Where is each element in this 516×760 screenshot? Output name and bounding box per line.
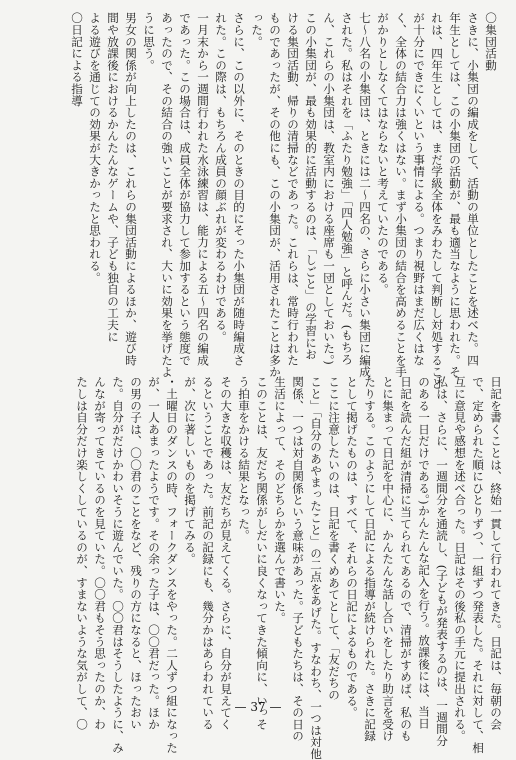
text-line: 間や放課後におけるかんたんなゲームや、子ども独自の工夫に	[106, 12, 120, 343]
text-line: 私は、さらに、一週間分を通読し、(子どもが発表するのは、一週間分	[435, 376, 449, 747]
text-line: さきに、小集団の編成をして、活動の単位としたことを述べた。四	[466, 12, 480, 366]
text-line: あったので、その結合の強いことが要求され、大いに効果を挙げたよ	[160, 12, 174, 378]
text-line: であった。この場合は、成員全体が協力して参加するという態度で	[178, 12, 192, 366]
text-line: ・土曜日のダンスの時、フォークダンスをやった。二人ずつ組になった	[165, 376, 179, 754]
text-line: ものであったが、その他にも、この小集団が、活用されたことは多か	[268, 12, 282, 378]
text-line: れた。この際は、もちろん成員の顔ぶれが変わるわけである。	[214, 12, 228, 343]
text-line: の男の子は、〇〇君のことをなど、残りの方になると、ほったおい	[129, 376, 143, 730]
text-line: れは、四年生としては、まだ学級全体をみわたして判断し対処すること	[430, 12, 444, 390]
text-line: がかりとしなくてはならないと考えていたのである。	[376, 12, 390, 296]
text-line: のある一日だけである。)かんたんな記入を行う。放課後には、当日	[417, 376, 431, 729]
text-line: 一月末から一週間行われた水泳練習は、能力による五～四名の編成	[196, 12, 210, 366]
text-line: るということであった。前記の記録にも、幾分かはあらわれている	[201, 376, 215, 730]
text-line: 関係、一つは対自関係という意味があった。子どもたちは、その日の	[291, 376, 305, 742]
text-line: ん、これらの小集団は、教室内における座席も一団としておいた。)	[322, 12, 336, 365]
text-line: たしは自分だけ楽しくしているのが、すまないような気がして、〇	[75, 376, 89, 730]
text-line: された。私はそれを「ふたり勉強」「四人勉強」と呼んだ。(もちろ	[340, 12, 354, 365]
text-line: が十分にできにくいという事情による。つまり視野はまだ広くはな	[412, 12, 426, 366]
page-number: — 37 —	[234, 700, 282, 714]
text-line: こと」「自分のあやまったこと」の二点をあげた。すなわち、一つは対他	[309, 376, 323, 760]
text-line: よる遊びを通じての効果が大きかったと思われる。	[88, 12, 102, 284]
text-line: う拍車をかける結果となった。	[237, 376, 251, 542]
text-line: が、次に著しいものを掲げてみる。	[183, 376, 197, 565]
text-line: で、定められた順にひとりずつ、一組ずつ発表した。それに対して、相	[471, 376, 485, 754]
text-line: たりする。このようにして日記による指導が続けられた。さきに記録	[363, 376, 377, 742]
text-line: ここに注意したいのは、日記を書くめあてとして、「友だちの	[327, 376, 341, 701]
text-line: 年生としては、この小集団の活動が、最も適当なように思われた。そ	[448, 12, 462, 378]
text-line: さらに、この以外に、そのときの目的にそった小集団が随時編成さ	[232, 12, 246, 366]
text-line: ける集団活動、帰りの清掃などであった。これらは、常時行われた	[286, 12, 300, 366]
section-heading-group-activity: 〇集団活動	[484, 12, 498, 71]
text-line: とに集まって日記を中心に、かんたんな話し合いをしたり助言を受け	[381, 376, 395, 742]
text-line: く、全体の結合力は強くはない。まず小集団の結合を高めることを手	[394, 12, 408, 378]
text-line: た。自分がだけかわいそうに遊んでいた。〇〇君はそうしたように、み	[111, 376, 125, 754]
text-line: った。	[250, 12, 264, 48]
upper-text-block	[4, 12, 500, 390]
text-line: 日記を読んだ組が清掃に当てられてあるので、清掃がすめば、私のも	[399, 376, 413, 742]
text-line: 男女の関係が向上したのは、これらの集団活動によるほか、遊び時	[124, 12, 138, 366]
text-line: このことは、友だち関係がしだいに良くなってきた傾向に、いっそ	[255, 376, 269, 730]
text-line: 生活によって、そのどちらかを選んで書いた。	[273, 376, 287, 624]
text-line: として掲げたものは、すべて、それらの日記によるものである。	[345, 376, 359, 719]
text-line: んなが寄ってきているのを見ていた。〇〇君もそう思ったのか、わ	[93, 376, 107, 730]
text-line: が、一人あまったようです。その余った子は、〇〇君だった。ほか	[147, 376, 161, 730]
section-heading-diary-guidance: 〇日記による指導	[70, 12, 84, 107]
text-line: 日記を書くことは、終始一貫して行われてきた。日記は、毎朝の会	[489, 376, 503, 730]
text-line: その大きな収穫は、友だちが見えてくる。さらに、自分が見えてく	[219, 376, 233, 730]
text-line: 七～八名の小集団は、ときには二～四名の、さらに小さい集団に編成	[358, 12, 372, 378]
text-line: 互に意見や感想を述べ合った。日記はその後私の手元に提出される。	[453, 376, 467, 742]
text-line: うに思う。	[142, 12, 156, 71]
text-line: この小集団が、最も効果的に活動するのは、「しごと」の学習にお	[304, 12, 318, 361]
